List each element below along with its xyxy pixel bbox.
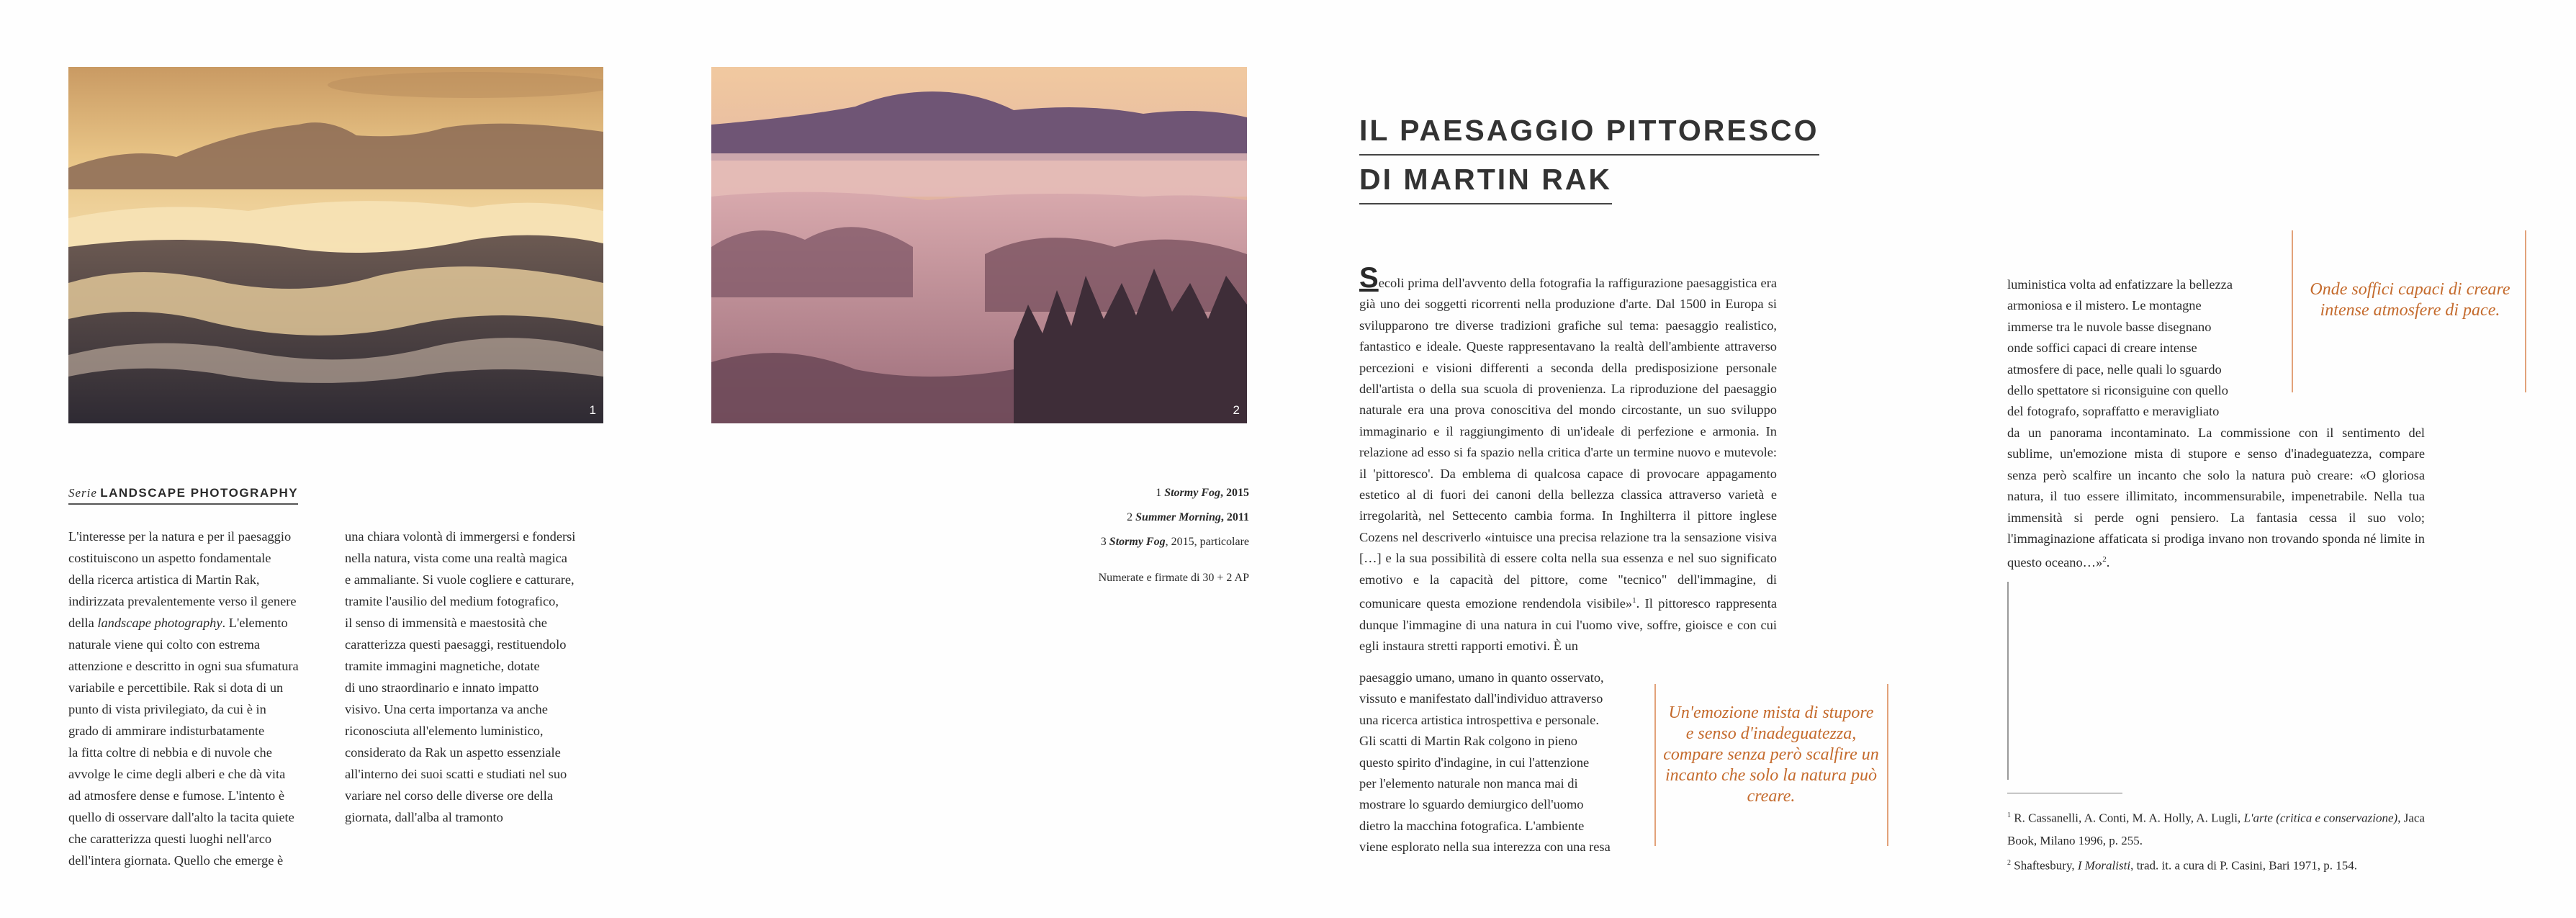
text-line: vissuto e manifestato dall'individuo attraverso [1359, 691, 1603, 706]
photo-number: 1 [589, 403, 596, 417]
text-line: attenzione e descritto in ogni sua sfumatura [68, 659, 299, 673]
essay-paragraph: Secoli prima dell'avvento della fotografia la raffigurazione paesaggistica era già uno dei soggetti ricorrenti nella produzione d'arte. Dal 1500 in Europa si svilupparono tre diverse tradizioni grafiche sul tema: paesaggio realistico, fantastico e ideale. Queste rappresentavano la realtà dell'ambiente attraverso percezioni e visioni differenti a seconda della predisposizione personale dell'artista o della sua scuola di provenienza. La riproduzione del paesaggio naturale era una prova conoscitiva del mondo circostante, un suo sviluppo immaginario e il raggiungimento di un'ideale di perfezione e armonia. In relazione ad esso si fa spazio nella critica d'arte un termine nuovo e mutevole: il 'pittoresco'. Da emblema di qualcosa capace di provocare appagamento estetico al di fuori dei canoni della bellezza classica attraverso varietà e irregolarità, nel Settecento cambia forma. In Inghilterra il pittore inglese Cozens nel descriverlo «intuisce una precisa relazione tra la sensazione visiva […] e la sua possibilità di essere colta nella sua essenza e nel suo significato emotivo e la capacità del pittore, come "tecnico" dell'immagine, di comunicare questa emozione rendendola visibile»$^1$. Il pittoresco rappresenta dunque l'immagine di una natura in cui l'uomo vive, soffre, gioisce e con cui egli instaura stretti rapporti emotivi. È un [1359, 262, 1777, 654]
quote-rule-right [2525, 230, 2526, 392]
text-line: quello di osservare dall'alto la tacita quiete [68, 810, 294, 824]
caption-1: 1 Stormy Fog, 2015 [1156, 487, 1249, 499]
text-line: all'interno dei suoi scatti e studiati nel suo [345, 767, 567, 781]
text-line: dietro la macchina fotografica. L'ambiente [1359, 818, 1585, 833]
text-line: viene esplorato nella sua interezza con una resa [1359, 840, 1611, 855]
text-line: il senso di immensità e maestosità che [345, 616, 547, 630]
essay-column-1 [1359, 262, 1777, 657]
footnote-1: $^1$ R. Cassanelli, A. Conti, M. A. Holly, A. Lugli, L'arte (critica e conservazione), Jaca Book, Milano 1996, p. 255. [2007, 811, 2425, 847]
text-line: L'interesse per la natura e per il paesaggio [68, 529, 292, 544]
text-line: grado di ammirare indisturbatamente [68, 724, 265, 738]
article-title [1359, 107, 1819, 204]
pull-quote-2: Onde soffici capaci di creare intense atmosfere di pace. [2310, 280, 2510, 320]
text-line: giornata, dall'alba al tramonto [345, 810, 503, 824]
footnote-2: $^2$ Shaftesbury, I Moralisti, trad. it. a cura di P. Casini, Bari 1971, p. 154. [2007, 858, 2357, 873]
series-label [68, 486, 298, 505]
quote-rule-left [2292, 230, 2293, 392]
title-line-1: IL PAESAGGIO PITTORESCO [1359, 107, 1819, 156]
quote-rule-left [1654, 684, 1656, 846]
text-line: dello spettatore si riconsiguine con quello [2007, 383, 2228, 398]
text-line: riconosciuta all'elemento luministico, [345, 724, 544, 738]
photo-stormy-fog [68, 67, 603, 423]
essay-column-2 [2007, 423, 2425, 574]
text-line: immerse tra le nuvole basse disegnano [2007, 319, 2212, 334]
text-line: naturale viene qui colto con estrema [68, 637, 261, 652]
text-line: che caratterizza questi luoghi nell'arco [68, 832, 272, 846]
intro-column-1 [68, 526, 342, 871]
text-line: per l'elemento naturale non manca mai di [1359, 776, 1578, 791]
text-line: onde soffici capaci di creare intense [2007, 341, 2197, 356]
photo-summer-morning [711, 67, 1247, 423]
text-line: mostrare lo sguardo demiurgico dell'uomo [1359, 797, 1584, 812]
text-line: paesaggio umano, umano in quanto osservato, [1359, 670, 1604, 685]
text-line: atmosfere di pace, nelle quali lo sguardo [2007, 361, 2222, 377]
series-name: LANDSCAPE PHOTOGRAPHY [100, 486, 299, 500]
caption-2: 2 Summer Morning, 2011 [1127, 511, 1249, 523]
text-line: luministica volta ad enfatizzare la bellezza [2007, 277, 2233, 292]
text-line: di uno straordinario e innato impatto [345, 680, 539, 695]
text-line: dell'intera giornata. Quello che emerge è [68, 853, 284, 868]
text-line: avvolge le cime degli alberi e che dà vita [68, 767, 286, 781]
text-line: e ammaliante. Si vuole cogliere e catturare, [345, 572, 575, 587]
text-line: Gli scatti di Martin Rak colgono in pieno [1359, 734, 1577, 749]
essay-paragraph: da un panorama incontaminato. La commissione con il sentimento del sublime, un'emozione mista di stupore e senso d'inadeguatezza, compare senza però scalfire un incanto che solo la natura può creare: «O gloriosa natura, il tuo essere illimitato, incommensurabile, impenetrabile. Nella tua immensità si perde ogni pensiero. La fantasia cessa il suo volo; l'immaginazione affaticata si prodiga invano non trovando sponda né limite in questo oceano…»$^2$. [2007, 426, 2425, 570]
text-line: variare nel corso delle diverse ore della [345, 788, 553, 803]
text-line: della landscape photography. L'elemento [68, 616, 288, 630]
text-line: indirizzata prevalentemente verso il genere [68, 594, 297, 608]
text-line: la fitta coltre di nebbia e di nuvole che [68, 745, 272, 760]
text-line: tramite immagini magnetiche, dotate [345, 659, 540, 673]
intro-column-2 [345, 526, 618, 828]
text-line: variabile e percettibile. Rak si dota di un [68, 680, 284, 695]
text-line: una chiara volontà di immergersi e fondersi [345, 529, 576, 544]
text-line: della ricerca artistica di Martin Rak, [68, 572, 260, 587]
text-line: nella natura, vista come una realtà magica [345, 551, 567, 565]
divider-rule [2007, 582, 2009, 780]
drop-cap: S [1359, 262, 1379, 294]
text-line: questo spirito d'indagine, in cui l'attenzione [1359, 755, 1590, 770]
text-line: costituiscono un aspetto fondamentale [68, 551, 271, 565]
quote-rule-right [1887, 684, 1888, 846]
footnotes [2007, 804, 2425, 876]
text-line: caratterizza questi paesaggi, restituendolo [345, 637, 567, 652]
text-line: considerato da Rak un aspetto essenziale [345, 745, 561, 760]
text-line: punto di vista privilegiato, da cui è in [68, 702, 266, 716]
text-line: ad atmosfere dense e fumose. L'intento è [68, 788, 285, 803]
edition-note: Numerate e firmate di 30 + 2 AP [1098, 572, 1249, 584]
text-line: del fotografo, sopraffatto e meravigliato [2007, 404, 2220, 419]
text-line: visivo. Una certa importanza va anche [345, 702, 548, 716]
pull-quote-1: Un'emozione mista di stupore e senso d'inadeguatezza, compare senza però scalfire un incanto che solo la natura può creare. [1663, 703, 1879, 806]
caption-3: 3 Stormy Fog, 2015, particolare [1100, 536, 1249, 548]
title-line-2: DI MARTIN RAK [1359, 156, 1612, 204]
text-line: una ricerca artistica introspettiva e personale. [1359, 712, 1599, 727]
photo-number: 2 [1233, 403, 1240, 417]
text-line: tramite l'ausilio del medium fotografico, [345, 594, 559, 608]
text-line: armoniosa e il mistero. Le montagne [2007, 298, 2202, 313]
essay-column-2-narrow [2007, 274, 2266, 423]
series-prefix: Serie [68, 486, 97, 500]
essay-column-1-narrow [1359, 667, 1626, 858]
photo-captions [1099, 481, 1249, 590]
